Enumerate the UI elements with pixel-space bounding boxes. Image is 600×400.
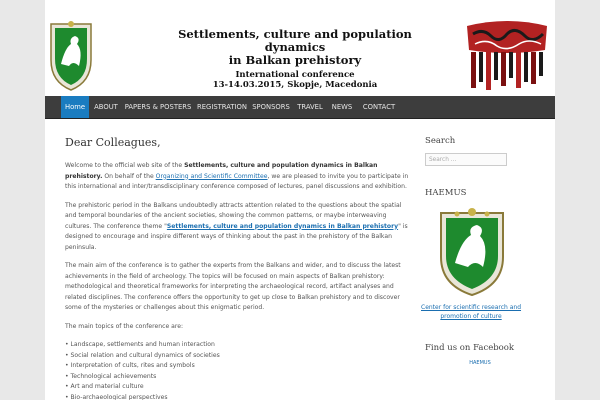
- nav-news[interactable]: NEWS: [331, 103, 353, 111]
- site-banner[interactable]: [45, 18, 555, 96]
- facebook-widget-title: Find us on Facebook: [425, 343, 515, 353]
- aim-paragraph: The main aim of the conference is to gather the experts from the Balkans and wider, and to discuss the latest achievements in the field of archeology. The topics will be focused on main aspects of Balkan prehistory: methodological and theoretical frameworks for interpreting the archaeological record, artifact analyses and related disciplines. The conference offers the opportunity to get up close to Balkan prehistory and to discover some of the mysteries or challenges about this enigmatic period.: [65, 262, 401, 311]
- haemus-center-link[interactable]: Center for scientific research and promotion of culture: [421, 304, 522, 320]
- sidebar: [421, 136, 543, 366]
- page: [45, 0, 555, 400]
- decorative-pottery-emblem: [463, 20, 551, 92]
- search-input[interactable]: Search ...: [425, 153, 507, 166]
- haemus-crest-logo[interactable]: [47, 20, 95, 92]
- topics-list: [65, 340, 410, 400]
- nav-papers-posters[interactable]: PAPERS & POSTERS: [124, 103, 192, 111]
- nav-home[interactable]: Home: [61, 96, 89, 118]
- haemus-widget-title: HAEMUS: [425, 188, 467, 198]
- theme-paragraph: The prehistoric period in the Balkans undoubtedly attracts attention related to the questions about the spatial and temporal boundaries of the ancient societies, showing the common patterns, or maybe interweaving cultures. The conference theme "Settlements, culture and population dynamics in Balkan prehistory" is designed to encourage and inspire different ways of thinking about the past in the prehistory of the Balkan peninsula.: [65, 201, 408, 251]
- facebook-page-link[interactable]: HAEMUS: [469, 360, 491, 366]
- nav-registration[interactable]: REGISTRATION: [197, 103, 247, 111]
- intro-paragraph: Welcome to the official web site of the Settlements, culture and population dynamics in Balkan prehistory. On behalf of the Organizing and Scientific Committee, we are pleased to invite you to participate in this international and inter/transdisciplinary conference composed of lectures, panel discussions and exhibition.: [65, 162, 409, 190]
- nav-about[interactable]: ABOUT: [94, 103, 118, 111]
- search-widget-title: Search: [425, 136, 456, 146]
- list-item: • Interpretation of cults, rites and symbols: [65, 362, 195, 369]
- haemus-crest-icon[interactable]: [435, 205, 509, 299]
- nav-sponsors[interactable]: SPONSORS: [252, 103, 290, 111]
- conference-title: Settlements, culture and population dynamics in Balkan prehistory: [178, 27, 412, 67]
- main-content: [65, 136, 410, 400]
- page-heading: Dear Colleagues,: [65, 136, 161, 149]
- main-navigation: [45, 96, 555, 119]
- nav-contact[interactable]: CONTACT: [362, 103, 396, 111]
- list-item: • Landscape, settlements and human interaction: [65, 341, 215, 348]
- list-item: • Technological achievements: [65, 372, 157, 380]
- nav-travel[interactable]: TRAVEL: [297, 103, 323, 111]
- conference-subtitle: International conference 13-14.03.2015, Skopje, Macedonia: [212, 70, 378, 90]
- committee-link[interactable]: Organizing and Scientific Committee: [155, 172, 268, 180]
- topics-intro: The main topics of the conference are:: [65, 322, 184, 330]
- list-item: • Art and material culture: [65, 383, 144, 390]
- list-item: • Social relation and cultural dynamics of societies: [65, 351, 220, 359]
- theme-link[interactable]: Settlements, culture and population dynamics in Balkan prehistory: [166, 222, 399, 230]
- list-item: • Bio-archaeological perspectives: [65, 393, 168, 400]
